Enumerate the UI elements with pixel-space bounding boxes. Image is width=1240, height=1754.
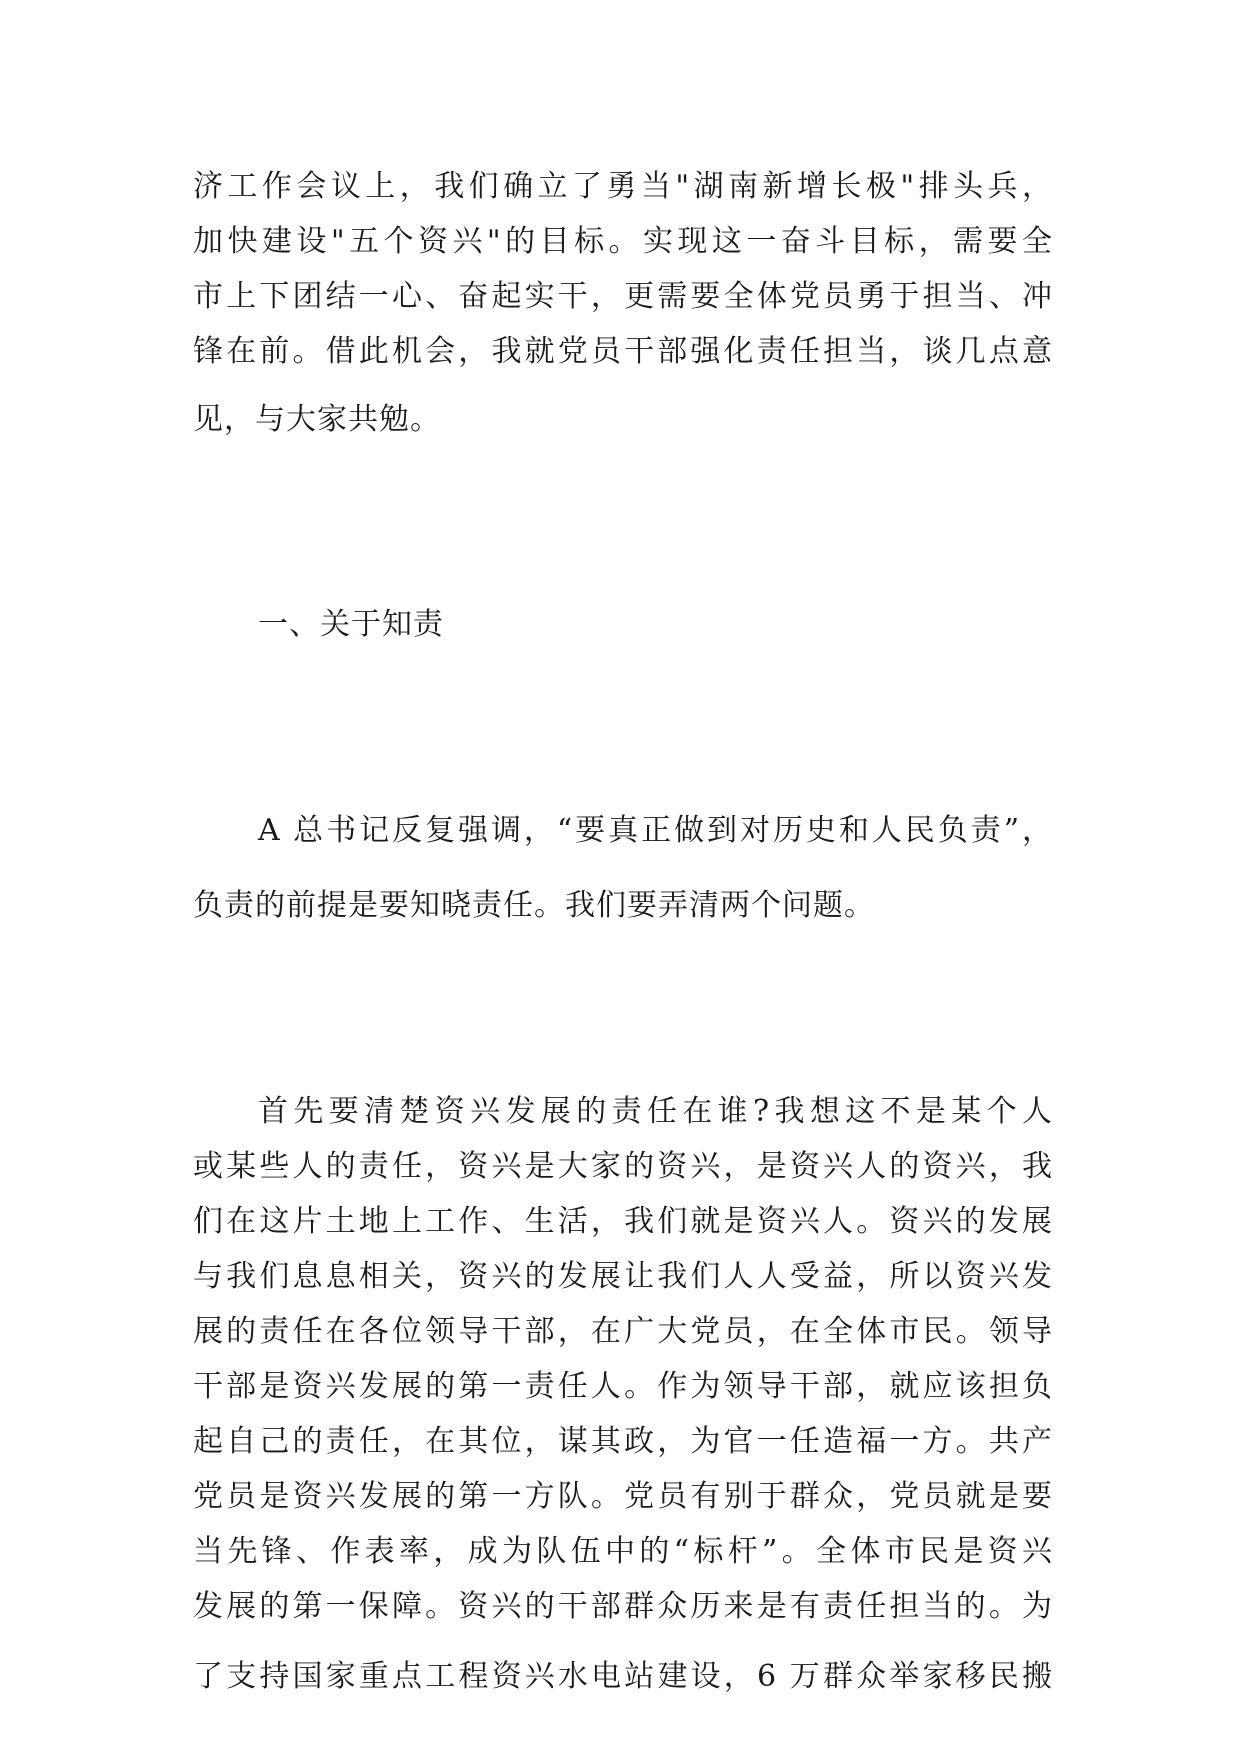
paragraph3-line-7: 起自己的责任，在其位，谋其政，为官一任造福一方。共产 bbox=[193, 1424, 1053, 1459]
paragraph3-line-6: 干部是资兴发展的第一责任人。作为领导干部，就应该担负 bbox=[193, 1369, 1053, 1404]
paragraph3-line-4: 与我们息息相关，资兴的发展让我们人人受益，所以资兴发 bbox=[193, 1259, 1053, 1294]
paragraph1-line-3: 市上下团结一心、奋起实干，更需要全体党员勇于担当、冲 bbox=[193, 279, 1053, 314]
paragraph3-line-5: 展的责任在各位领导干部，在广大党员，在全体市民。领导 bbox=[193, 1314, 1053, 1349]
paragraph3-line-1: 首先要清楚资兴发展的责任在谁?我想这不是某个人 bbox=[258, 1094, 1053, 1129]
paragraph3-line-10: 发展的第一保障。资兴的干部群众历来是有责任担当的。为 bbox=[193, 1589, 1053, 1624]
paragraph3-line-2: 或某些人的责任，资兴是大家的资兴，是资兴人的资兴，我 bbox=[193, 1149, 1053, 1184]
paragraph2-line-2: 负责的前提是要知晓责任。我们要弄清两个问题。 bbox=[193, 888, 875, 923]
paragraph1-line-4: 锋在前。借此机会，我就党员干部强化责任担当，谈几点意 bbox=[193, 334, 1053, 369]
paragraph3-line-8: 党员是资兴发展的第一方队。党员有别于群众，党员就是要 bbox=[193, 1479, 1053, 1514]
paragraph1-line-5: 见，与大家共勉。 bbox=[193, 402, 441, 437]
paragraph3-line-11: 了支持国家重点工程资兴水电站建设，6 万群众举家移民搬 bbox=[193, 1659, 1053, 1694]
paragraph3-line-9: 当先锋、作表率，成为队伍中的“标杆”。全体市民是资兴 bbox=[193, 1534, 1053, 1569]
paragraph1-line-1: 济工作会议上，我们确立了勇当"湖南新增长极"排头兵， bbox=[193, 169, 1053, 204]
paragraph3-line-3: 们在这片土地上工作、生活，我们就是资兴人。资兴的发展 bbox=[193, 1204, 1053, 1239]
section-heading: 一、关于知责 bbox=[258, 607, 444, 642]
paragraph1-line-2: 加快建设"五个资兴"的目标。实现这一奋斗目标，需要全 bbox=[193, 224, 1053, 259]
paragraph2-line-1: A 总书记反复强调，“要真正做到对历史和人民负责”， bbox=[258, 813, 1053, 848]
